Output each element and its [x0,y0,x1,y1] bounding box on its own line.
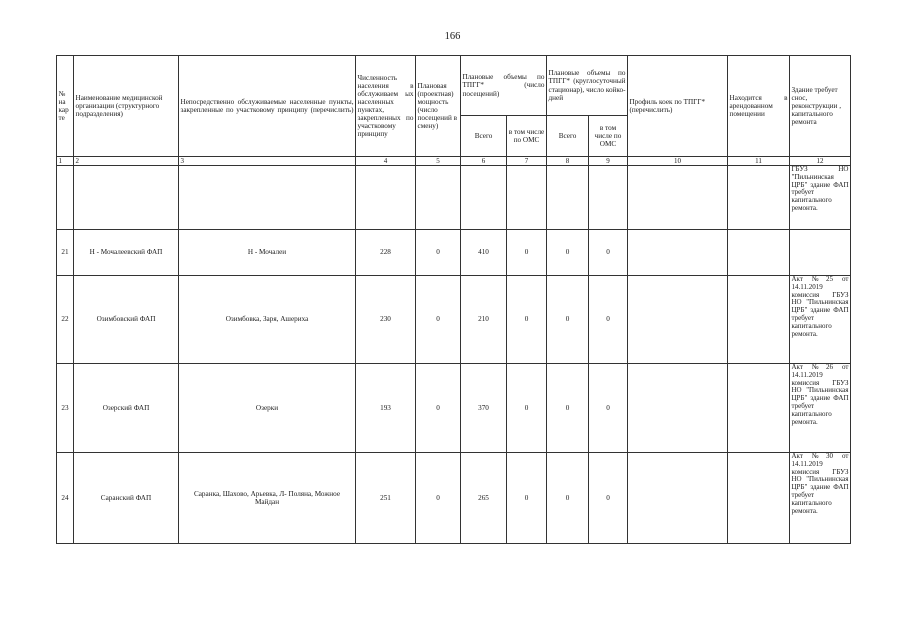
rented-premises [728,364,790,453]
beds-oms: 0 [589,230,628,276]
table-row [57,276,851,364]
header-settlements: Непосредственно обслуживаемые населенные пункты, закрепленные по участковому принципу (перечислить) [179,56,356,157]
header-population: Численность населения в обслуживаем ых населенных пунктах, закрепленных по участковому принципу [356,56,416,157]
header-visits-group: Плановые объемы по ТПГГ* (число посещений) [461,56,547,116]
page-number: 166 [444,31,461,42]
building-status-note: Акт №26 от 14.11.2019 комиссия ГБУЗ НО "Пильнинская ЦРБ" здание ФАП требует капитального ремонта. [790,364,851,453]
capacity: 0 [416,364,461,453]
building-status-note: Акт №30 от 14.11.2019 комиссия ГБУЗ НО "Пильнинская ЦРБ" здание ФАП требует капитального ремонта. [790,453,851,544]
header-capacity: Плановая (проектная) мощность (число посещений в смену) [416,56,461,157]
beds-oms: 0 [589,364,628,453]
settlements: Н - Мочалеи [179,230,356,276]
rented-premises [728,276,790,364]
column-number: 2 [74,157,179,166]
header-visits-oms: в том числе по ОМС [507,116,547,157]
building-status-note [790,230,851,276]
column-number: 1 [57,157,74,166]
building-status-note: ГБУЗ НО "Пильнинская ЦРБ" здание ФАП требует капитального ремонта. [790,166,851,230]
organization-name: Озерский ФАП [74,364,179,453]
header-beds-group: Плановые объемы по ТПГГ* (круглосуточный стационар), число койко-дней [547,56,628,116]
row-number: 22 [57,276,74,364]
header-rented: Находится в арендованном помещении [728,56,790,157]
population: 193 [356,364,416,453]
table-row [57,453,851,544]
table-row [57,364,851,453]
row-number: 24 [57,453,74,544]
capacity: 0 [416,276,461,364]
visits-total: 410 [461,230,507,276]
rented-premises [728,453,790,544]
rented-premises [728,230,790,276]
row-number: 21 [57,230,74,276]
visits-total: 265 [461,453,507,544]
building-status-note: Акт №25 от 14.11.2019 комиссия ГБУЗ НО "Пильнинская ЦРБ" здание ФАП требует капитального ремонта. [790,276,851,364]
capacity: 0 [416,230,461,276]
bed-profile [628,276,728,364]
settlements: Озимбовка, Заря, Ашериха [179,276,356,364]
visits-total: 210 [461,276,507,364]
population: 228 [356,230,416,276]
visits-total: 370 [461,364,507,453]
column-numbers-row [57,157,851,166]
column-number: 12 [790,157,851,166]
header-num: № на кар те [57,56,74,157]
beds-total: 0 [547,230,589,276]
header-org-name: Наименование медицинской организации (структурного подразделения) [74,56,179,157]
header-visits-total: Всего [461,116,507,157]
column-number: 11 [728,157,790,166]
beds-total: 0 [547,276,589,364]
column-number: 10 [628,157,728,166]
organization-name: Саранский ФАП [74,453,179,544]
medical-organizations-table [56,55,851,544]
settlements: Саранка, Шахово, Арьевка, Л- Поляна, Можное Майдан [179,453,356,544]
column-number: 8 [547,157,589,166]
table-row [57,230,851,276]
population: 251 [356,453,416,544]
column-number: 3 [179,157,356,166]
header-building: Здание требует снос, реконструкции , капитального ремонта [790,56,851,157]
beds-oms: 0 [589,276,628,364]
beds-total: 0 [547,453,589,544]
bed-profile [628,230,728,276]
visits-oms: 0 [507,364,547,453]
beds-oms: 0 [589,453,628,544]
bed-profile [628,453,728,544]
header-row-top [57,56,851,116]
beds-total: 0 [547,364,589,453]
column-number: 6 [461,157,507,166]
header-beds-oms: в том числе по ОМС [589,116,628,157]
settlements: Озерки [179,364,356,453]
continuation-row [57,166,851,230]
column-number: 9 [589,157,628,166]
column-number: 7 [507,157,547,166]
visits-oms: 0 [507,453,547,544]
capacity: 0 [416,453,461,544]
column-number: 4 [356,157,416,166]
organization-name: Н - Мочалеевский ФАП [74,230,179,276]
header-beds-total: Всего [547,116,589,157]
header-profile: Профиль коек по ТПГГ* (перечислить) [628,56,728,157]
column-number: 5 [416,157,461,166]
organization-name: Озимбовский ФАП [74,276,179,364]
population: 230 [356,276,416,364]
visits-oms: 0 [507,230,547,276]
bed-profile [628,364,728,453]
row-number: 23 [57,364,74,453]
visits-oms: 0 [507,276,547,364]
